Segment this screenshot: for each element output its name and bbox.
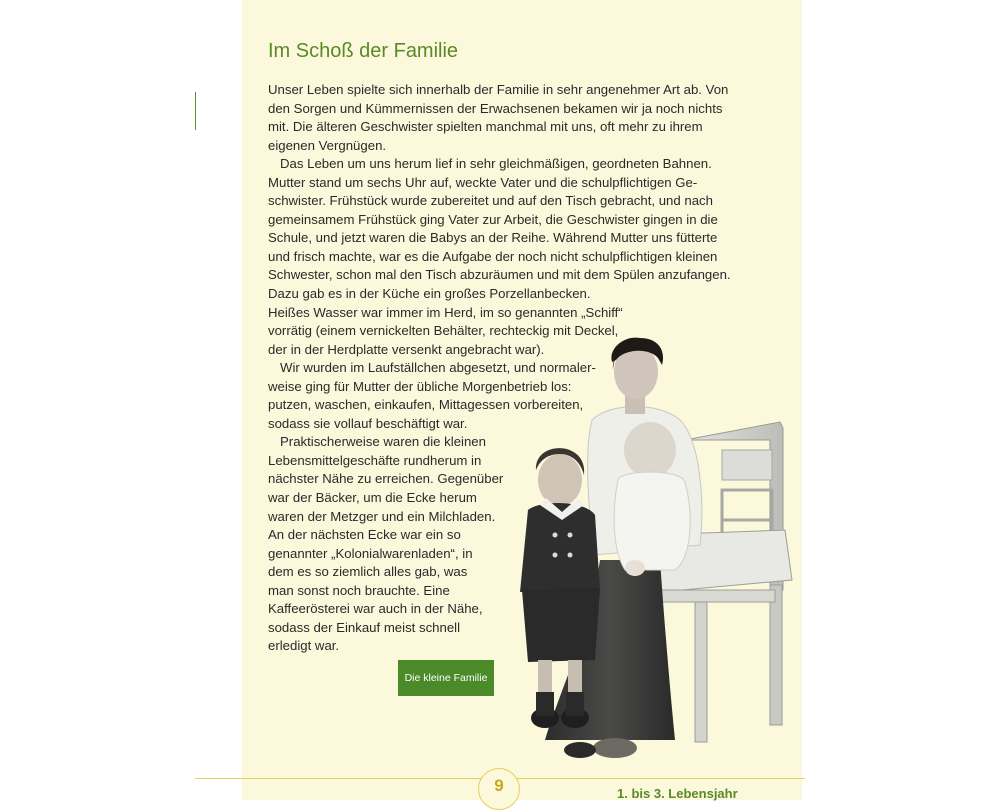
text-line: Unser Leben spielte sich innerhalb der Familie in sehr angenehmer Art ab. Von bbox=[268, 82, 729, 97]
text-line: Mutter stand um sechs Uhr auf, weckte Vater und die schulpflichtigen Ge- bbox=[268, 174, 698, 190]
text-line: putzen, waschen, einkaufen, Mittagessen vorbereiten, bbox=[268, 397, 584, 413]
text-line: erledigt war. bbox=[268, 638, 340, 654]
text-line: war der Bäcker, um die Ecke herum bbox=[268, 490, 477, 506]
text-line: den Sorgen und Kümmernissen der Erwachsenen bekamen wir ja noch nichts bbox=[268, 100, 723, 116]
text-line: vorrätig (einem vernickelten Behälter, rechteckig mit Deckel, bbox=[268, 323, 619, 339]
page-number: 9 bbox=[494, 776, 504, 795]
text-line: An der nächsten Ecke war ein so bbox=[268, 527, 461, 543]
family-photo bbox=[500, 330, 805, 770]
margin-marker bbox=[195, 92, 196, 130]
text-line: Das Leben um uns herum lief in sehr gleichmäßigen, geordneten Bahnen. bbox=[280, 156, 712, 172]
text-line: nächster Nähe zu erreichen. Gegenüber bbox=[268, 471, 504, 487]
text-line: der in der Herdplatte versenkt angebracht war). bbox=[268, 341, 545, 357]
text-line: Lebensmittelgeschäfte rundherum in bbox=[268, 452, 482, 468]
text-line: weise ging für Mutter der übliche Morgenbetrieb los: bbox=[268, 378, 572, 394]
text-line: mit. Die älteren Geschwister spielten manchmal mit uns, oft mehr zu ihrem bbox=[268, 119, 703, 135]
text-line: Kaffeerösterei war auch in der Nähe, bbox=[268, 601, 483, 617]
text-line: Heißes Wasser war immer im Herd, im so genannten „Schiff“ bbox=[268, 304, 623, 320]
text-line: eigenen Vergnügen. bbox=[268, 137, 387, 153]
text-line: waren der Metzger und ein Milchladen. bbox=[268, 508, 496, 524]
text-line: Praktischerweise waren die kleinen bbox=[280, 434, 486, 450]
text-line: schwister. Frühstück wurde zubereitet und auf den Tisch gebracht, und nach bbox=[268, 193, 713, 209]
photo-caption: Die kleine Familie bbox=[398, 660, 494, 696]
text-line: Schwester, schon mal den Tisch abzuräumen und mit dem Spülen anzufangen. bbox=[268, 267, 731, 283]
page-title: Im Schoß der Familie bbox=[268, 40, 459, 62]
text-line: und frisch machte, war es die Aufgabe der noch nicht schulpflichtigen kleinen bbox=[268, 248, 718, 264]
family-photo-illustration bbox=[500, 330, 805, 770]
text-line: sodass sie vollauf beschäftigt war. bbox=[268, 415, 468, 431]
text-line: gemeinsamem Frühstück ging Vater zur Arbeit, die Geschwister gingen in die bbox=[268, 211, 718, 227]
text-line: Wir wurden im Laufställchen abgesetzt, und normaler- bbox=[280, 360, 596, 376]
text-line: man sonst noch brauchte. Eine bbox=[268, 582, 450, 598]
text-line: Dazu gab es in der Küche ein großes Porzellanbecken. bbox=[268, 286, 591, 302]
chapter-label: 1. bis 3. Lebensjahr bbox=[617, 786, 738, 801]
text-line: Schule, und jetzt waren die Babys an der Reihe. Während Mutter uns fütterte bbox=[268, 230, 718, 246]
text-line: genannter „Kolonialwarenladen“, in bbox=[268, 545, 473, 561]
text-line: dem es so ziemlich alles gab, was bbox=[268, 564, 468, 580]
text-line: sodass der Einkauf meist schnell bbox=[268, 619, 461, 635]
